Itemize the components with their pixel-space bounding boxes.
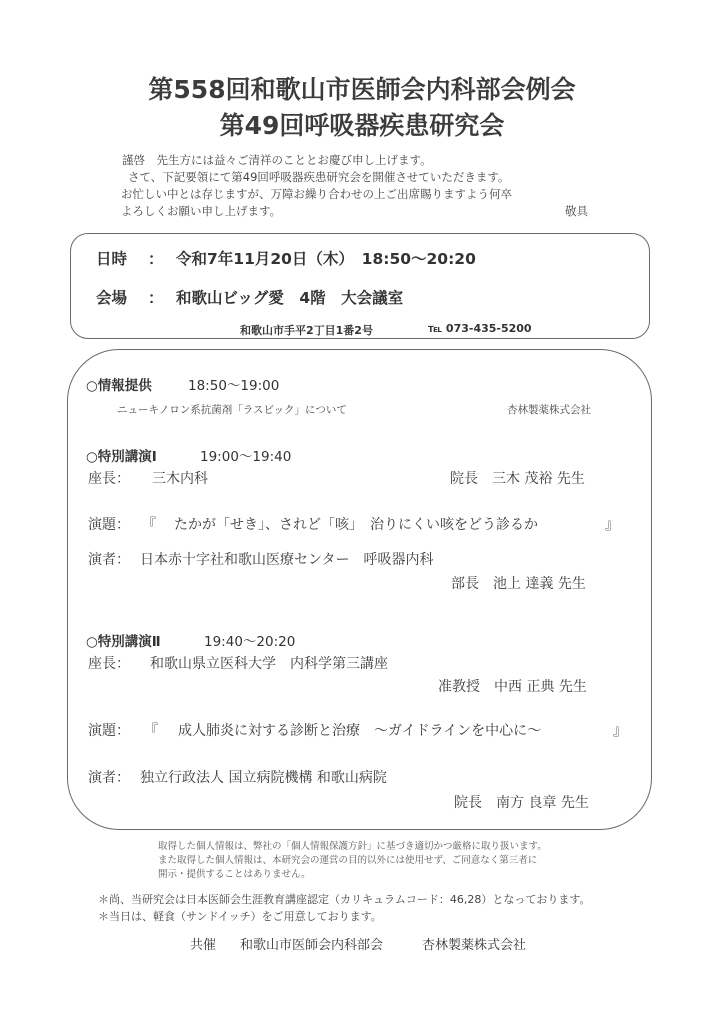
greeting-line-3: お忙しい中とは存じますが、万障お繰り合わせの上ご出席賜りますよう何卒 xyxy=(121,187,512,201)
lecture1-heading: ○特別講演Ⅰ xyxy=(86,449,157,465)
venue-label: 会場 xyxy=(96,289,128,307)
venue-value: 和歌山ビッグ愛 4階 大会議室 xyxy=(176,289,404,307)
info-time: 18:50～19:00 xyxy=(188,378,280,394)
privacy-line-2: また取得した個人情報は、本研究会の運営の目的以外には使用せず、ご同意なく第三者に xyxy=(158,855,538,866)
greeting-line-4: よろしくお願い申し上げます。 xyxy=(121,204,282,218)
lecture2-speaker-affiliation: 独立行政法人 国立病院機構 和歌山病院 xyxy=(140,770,387,786)
lecture2-speaker-label: 演者： xyxy=(88,770,130,786)
cohost-label: 共催 xyxy=(190,938,217,953)
lecture1-title: たかが「せき」、されど「咳」 治りにくい咳をどう診るか xyxy=(174,517,538,533)
note-cme-credit: ＊尚、当研究会は日本医師会生涯教育講座認定（カリキュラムコード：46,28）となっております。 xyxy=(98,893,591,906)
title-line-2: 第49回呼吸器疾患研究会 xyxy=(219,111,505,140)
lecture1-chair-affiliation: 三木内科 xyxy=(152,471,208,487)
info-topic: ニューキノロン系抗菌剤「ラスビック」について xyxy=(117,404,347,416)
cohost-org-1: 和歌山市医師会内科部会 xyxy=(240,938,384,953)
date-label: 日時 xyxy=(96,250,128,268)
title-line-1: 第558回和歌山市医師会内科部会例会 xyxy=(148,75,576,104)
lecture2-title: 成人肺炎に対する診断と治療 ～ガイドラインを中心に～ xyxy=(178,723,542,739)
venue-separator: ： xyxy=(148,289,164,307)
lecture1-speaker-name: 部長 池上 達義 先生 xyxy=(451,576,586,592)
lecture2-speaker-name: 院長 南方 良章 先生 xyxy=(454,795,589,811)
lecture1-title-close-bracket: 』 xyxy=(605,517,619,533)
venue-phone: ℡ 073-435-5200 xyxy=(428,322,532,335)
lecture1-title-open-bracket: 『 xyxy=(142,517,156,533)
info-heading: ○情報提供 xyxy=(86,378,152,394)
lecture1-chair-label: 座長： xyxy=(88,471,130,487)
privacy-line-3: 開示・提供することはありません。 xyxy=(158,869,311,880)
greeting-line-1: 謹啓 先生方には益々ご清祥のこととお慶び申し上げます。 xyxy=(122,153,432,167)
cohost-org-2: 杏林製薬株式会社 xyxy=(422,938,527,953)
note-light-meal: ＊当日は、軽食（サンドイッチ）をご用意しております。 xyxy=(98,910,382,923)
lecture1-speaker-affiliation: 日本赤十字社和歌山医療センター 呼吸器内科 xyxy=(140,552,434,568)
lecture2-time: 19:40～20:20 xyxy=(204,634,296,650)
lecture1-time: 19:00～19:40 xyxy=(200,449,292,465)
info-company: 杏林製薬株式会社 xyxy=(507,404,591,416)
lecture2-title-close-bracket: 』 xyxy=(613,723,627,739)
lecture1-speaker-label: 演者： xyxy=(88,552,130,568)
greeting-line-2: さて、下記要領にて第49回呼吸器疾患研究会を開催させていただきます。 xyxy=(128,170,510,184)
lecture2-title-label: 演題： xyxy=(88,723,130,739)
lecture2-chair-label: 座長： xyxy=(88,656,130,672)
lecture2-title-open-bracket: 『 xyxy=(144,723,158,739)
privacy-line-1: 取得した個人情報は、弊社の「個人情報保護方針」に基づき適切かつ厳格に取り扱います。 xyxy=(158,841,547,852)
lecture1-title-label: 演題： xyxy=(88,517,130,533)
lecture1-chair-name: 院長 三木 茂裕 先生 xyxy=(450,471,585,487)
date-separator: ： xyxy=(148,250,164,268)
venue-address: 和歌山市手平2丁目1番2号 xyxy=(240,324,373,337)
lecture2-heading: ○特別講演Ⅱ xyxy=(86,634,161,650)
lecture2-chair-affiliation: 和歌山県立医科大学 内科学第三講座 xyxy=(150,656,388,672)
date-value: 令和7年11月20日（木） 18:50～20:20 xyxy=(176,250,476,268)
lecture2-chair-name: 准教授 中西 正典 先生 xyxy=(438,679,587,695)
greeting-closing: 敬具 xyxy=(565,204,588,218)
